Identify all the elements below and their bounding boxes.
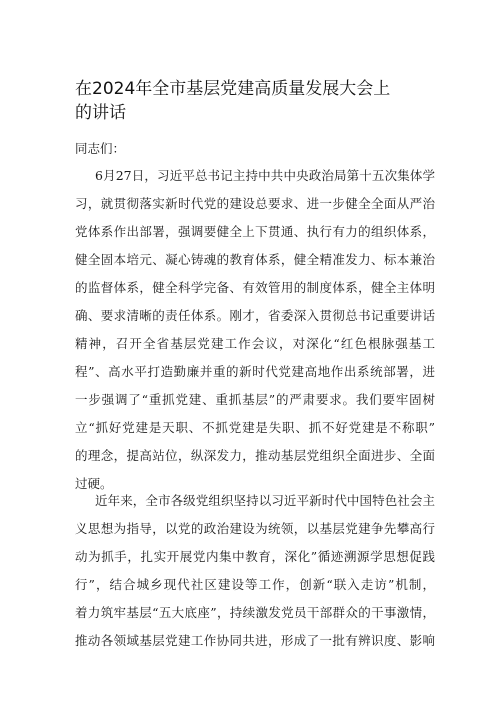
paragraph-line: 党体系作出部署，强调要健全上下贯通、执行有力的组织体系， (75, 224, 435, 239)
paragraph-line: 习，就贯彻落实新时代党的建设总要求、进一步健全全面从严治 (75, 196, 435, 211)
paragraph-line: 义思想为指导，以党的政治建设为统领，以基层党建争先攀高行 (75, 521, 435, 536)
paragraph-line: 程”、高水平打造勤廉并重的新时代党建高地作出系统部署，进 (75, 364, 435, 379)
document-title-line-2: 的讲话 (75, 103, 126, 123)
paragraph-1 (75, 162, 435, 498)
paragraph-line: 精神，召开全省基层党建工作会议，对深化“红色根脉强基工 (75, 336, 435, 351)
greeting: 同志们： (75, 141, 126, 156)
paragraph-line: 6月27日，习近平总书记主持中共中央政治局第十五次集体学 (95, 168, 435, 183)
paragraph-line: 推动各领域基层党建工作协同共进，形成了一批有辨识度、影响 (75, 633, 435, 648)
paragraph-2 (75, 487, 435, 655)
document-title (75, 77, 435, 125)
paragraph-line: 健全固本培元、凝心铸魂的教育体系，健全精准发力、标本兼治 (75, 252, 435, 267)
paragraph-line: 动为抓手，扎实开展党内集中教育，深化”循迹溯源学思想促践 (75, 549, 435, 564)
paragraph-line: 一步强调了“重抓党建、重抓基层”的严肃要求。我们要牢固树 (75, 392, 435, 407)
paragraph-line: 过硬。 (75, 476, 113, 491)
paragraph-line: 确、要求清晰的责任体系。刚才，省委深入贯彻总书记重要讲话 (75, 308, 435, 323)
paragraph-line: 着力筑牢基层“五大底座”，持续激发党员干部群众的干事激情， (75, 605, 435, 620)
paragraph-line: 的理念，提高站位，纵深发力，推动基层党组织全面进步、全面 (75, 448, 435, 463)
paragraph-line: 的监督体系，健全科学完备、有效管用的制度体系，健全主体明 (75, 280, 435, 295)
document-title-line-1: 在2024年全市基层党建高质量发展大会上 (75, 79, 391, 99)
paragraph-line: 行”，结合城乡现代社区建设等工作，创新“联入走访”机制， (75, 577, 435, 592)
paragraph-line: 近年来，全市各级党组织坚持以习近平新时代中国特色社会主 (95, 493, 435, 508)
paragraph-line: 立“抓好党建是天职、不抓党建是失职、抓不好党建是不称职” (75, 420, 435, 435)
